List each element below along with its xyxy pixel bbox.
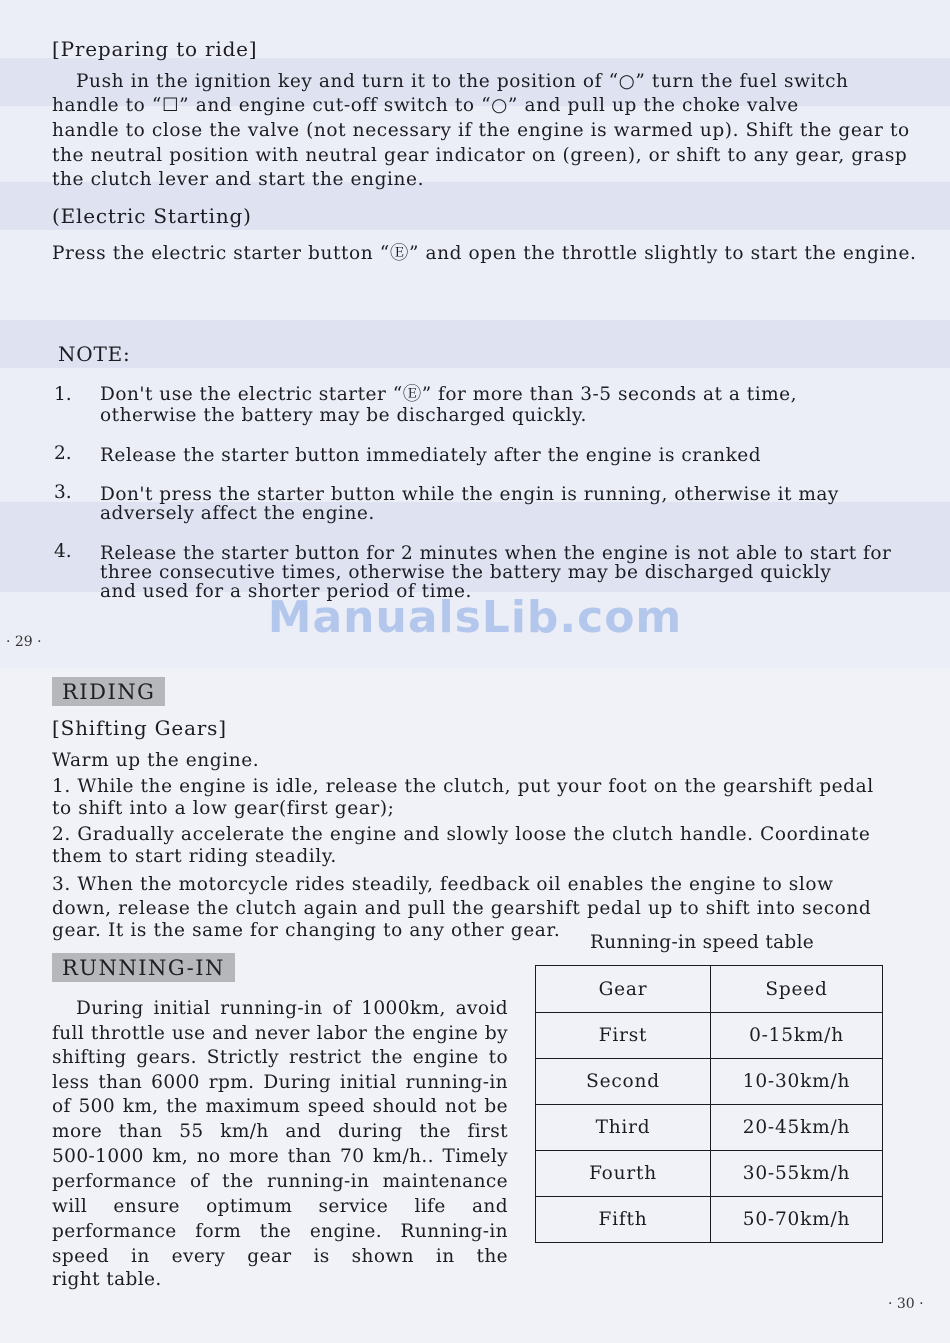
riding-line: gear. It is the same for changing to any other gear. [52, 920, 561, 941]
fuel-switch-icon: ☐ [161, 95, 180, 116]
note-item-number: 1. [54, 384, 72, 405]
note-item-4-line-2: three consecutive times, otherwise the battery may be discharged quickly [100, 562, 832, 583]
speed-cell: 20-45km/h [711, 1105, 883, 1151]
table-row [536, 1059, 883, 1105]
speed-cell: 30-55km/h [711, 1151, 883, 1197]
note-heading: NOTE: [58, 342, 131, 366]
table-header-row [536, 966, 883, 1013]
page-number-29: · 29 · [6, 634, 42, 650]
riding-line: them to start riding steadily. [52, 846, 337, 867]
riding-line: Warm up the engine. [52, 750, 260, 771]
electric-starting-heading: (Electric Starting) [52, 204, 252, 228]
page-number-30: · 30 · [888, 1296, 924, 1312]
riding-line: 2. Gradually accelerate the engine and slowly loose the clutch handle. Coordinate [52, 824, 871, 845]
background-band [0, 320, 950, 368]
manualslib-watermark: ManualsLib.com [267, 592, 683, 643]
preparing-heading: [Preparing to ride] [52, 37, 258, 61]
preparing-line-4: the neutral position with neutral gear indicator on (green), or shift to any gear, grasp [52, 145, 908, 166]
riding-line: 1. While the engine is idle, release the clutch, put your foot on the gearshift pedal [52, 776, 874, 797]
shifting-gears-heading: [Shifting Gears] [52, 716, 227, 740]
running-in-line: right table. [52, 1269, 162, 1290]
riding-line: down, release the clutch again and pull the gearshift pedal up to shift into second [52, 898, 872, 919]
note-item-4-line-3: and used for a shorter period of time. [100, 581, 472, 602]
running-in-line: performance of the running-in maintenance [52, 1171, 508, 1192]
riding-line: to shift into a low gear(first gear); [52, 798, 395, 819]
running-in-line: will ensure optimum service life and [52, 1196, 508, 1217]
speed-cell: 0-15km/h [711, 1013, 883, 1059]
note-item-3: Don't press the starter button while the engin is running, otherwise it may [100, 484, 839, 505]
running-in-line: speed in every gear is shown in the [52, 1246, 508, 1267]
column-header-speed: Speed [711, 966, 883, 1013]
note-item-2: Release the starter button immediately after the engine is cranked [100, 445, 762, 466]
running-in-line: more than 55 km/h and during the first [52, 1121, 508, 1142]
column-header-gear: Gear [536, 966, 711, 1013]
running-in-line: of 500 km, the maximum speed should not be [52, 1096, 508, 1117]
note-item-4: Release the starter button for 2 minutes when the engine is not able to start for [100, 543, 892, 564]
note-item-number: 3. [54, 482, 72, 503]
riding-heading: RIDING [52, 677, 165, 706]
note-item-number: 4. [54, 541, 72, 562]
electric-starting-line: Press the electric starter button “Ⓔ” and open the throttle slightly to start the engine. [52, 243, 917, 264]
engine-cutoff-icon: ○ [491, 95, 508, 116]
running-in-line: full throttle use and never labor the engine by [52, 1023, 508, 1044]
preparing-line-5: the clutch lever and start the engine. [52, 169, 425, 190]
running-in-line: performance form the engine. Running-in [52, 1221, 508, 1242]
ignition-position-icon: ○ [618, 71, 636, 92]
table-row [536, 1151, 883, 1197]
running-in-line: less than 6000 rpm. During initial running-in [52, 1072, 508, 1093]
gear-cell: Second [536, 1059, 711, 1105]
running-in-heading: RUNNING-IN [52, 953, 235, 982]
note-item-1: Don't use the electric starter “Ⓔ” for more than 3-5 seconds at a time, [100, 384, 797, 405]
note-item-1-line-2: otherwise the battery may be discharged quickly. [100, 405, 587, 426]
speed-table-caption: Running-in speed table [590, 932, 815, 953]
manual-page-29 [0, 0, 950, 668]
speed-cell: 50-70km/h [711, 1197, 883, 1243]
speed-cell: 10-30km/h [711, 1059, 883, 1105]
electric-starter-icon: Ⓔ [389, 243, 409, 264]
table-row [536, 1013, 883, 1059]
preparing-line-3: handle to close the valve (not necessary if the engine is warmed up). Shift the gear to [52, 120, 910, 141]
gear-cell: Fourth [536, 1151, 711, 1197]
riding-line: 3. When the motorcycle rides steadily, feedback oil enables the engine to slow [52, 874, 834, 895]
running-in-speed-table [535, 965, 883, 1243]
gear-cell: Third [536, 1105, 711, 1151]
gear-cell: Fifth [536, 1197, 711, 1243]
electric-starter-icon: Ⓔ [402, 384, 422, 405]
note-item-3-line-2: adversely affect the engine. [100, 503, 375, 524]
preparing-line-2: handle to “☐” and engine cut-off switch to “○” and pull up the choke valve [52, 95, 799, 116]
table-row [536, 1105, 883, 1151]
table-row [536, 1197, 883, 1243]
preparing-line-1: Push in the ignition key and turn it to the position of “○” turn the fuel switch [76, 71, 849, 92]
note-item-number: 2. [54, 443, 72, 464]
gear-cell: First [536, 1013, 711, 1059]
running-in-line: 500-1000 km, no more than 70 km/h.. Timely [52, 1146, 508, 1167]
running-in-line: During initial running-in of 1000km, avoid [76, 998, 508, 1019]
running-in-line: shifting gears. Strictly restrict the engine to [52, 1047, 508, 1068]
